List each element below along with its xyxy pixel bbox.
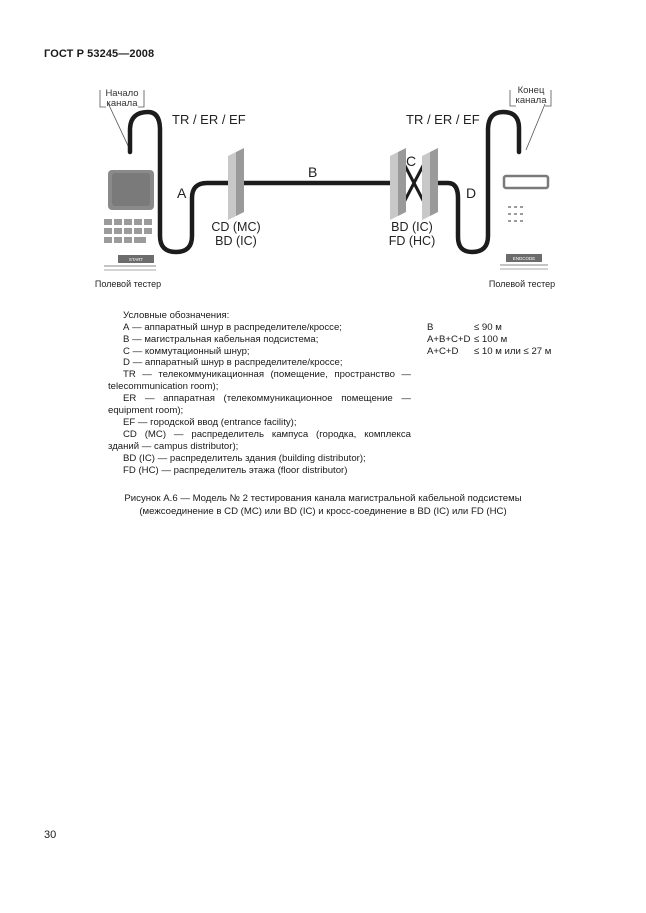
right-field-tester [500,176,548,269]
legend-line: BD (IC) — распределитель здания (building distributor); [123,453,366,464]
legend-line: А — аппаратный шнур в распределителе/кроссе; [123,322,342,333]
segment-b-label: B [308,164,318,180]
segment-d-label: D [466,185,477,201]
test-model-diagram [0,0,646,300]
patch-panel-left [228,148,244,220]
segment-a-label: A [177,185,187,201]
limit-label: B [427,322,434,333]
legend-line: EF — городской ввод (entrance facility); [123,417,297,428]
left-field-tester [104,170,156,270]
start-label-1: Начало [105,88,139,99]
legend-line: зданий — campus distributor); [108,441,239,452]
start-button-label: START [128,257,144,262]
legend-line: ER — аппаратная (телекоммуникационное помещение — [123,393,411,404]
left-distributor-1: CD (MC) [211,220,261,234]
end-label-2: канала [515,95,547,106]
legend-title: Условные обозначения: [123,310,230,321]
document-header: ГОСТ Р 53245—2008 [44,48,155,60]
legend-line: D — аппаратный шнур в распределителе/кроссе; [123,357,343,368]
right-tr-label: TR / ER / EF [406,112,480,127]
right-distributor-2: FD (HC) [388,234,436,248]
limit-value: ≤ 10 м или ≤ 27 м [474,346,552,357]
legend-line: TR — телекоммуникационная (помещение, пространство — [123,369,411,380]
patch-panel-right-1 [390,148,406,220]
legend-line: С — коммутационный шнур; [123,346,250,357]
figure-caption-line-1: Рисунок А.6 — Модель № 2 тестирования канала магистральной кабельной подсистемы [124,493,522,504]
figure-caption-line-2: (межсоединение в CD (MC) или BD (IC) и кросс-соединение в BD (IC) или FD (HC) [139,506,507,517]
legend-line: equipment room); [108,405,184,416]
patch-panel-right-2 [422,148,438,220]
limit-value: ≤ 100 м [474,334,508,345]
end-button-label: ENDCODE [512,256,536,261]
limit-label: A+B+C+D [427,334,471,345]
page-number: 30 [44,829,57,841]
right-tester-label: Полевой тестер [488,279,556,289]
left-tr-label: TR / ER / EF [172,112,246,127]
left-distributor-2: BD (IC) [215,234,257,248]
limit-label: A+C+D [427,346,459,357]
segment-c-label: C [406,153,417,169]
right-distributor-1: BD (IC) [391,220,433,234]
legend-line: В — магистральная кабельная подсистема; [123,334,319,345]
cable-right [434,112,519,252]
end-label-1: Конец [517,85,545,96]
legend-line: FD (HC) — распределитель этажа (floor distributor) [123,465,348,476]
start-label-2: канала [106,98,138,109]
limit-value: ≤ 90 м [474,322,502,333]
left-tester-label: Полевой тестер [94,279,162,289]
legend-line: CD (МС) — распределитель кампуса (городка, комплекса [123,429,411,440]
legend-line: telecommunication room); [108,381,219,392]
